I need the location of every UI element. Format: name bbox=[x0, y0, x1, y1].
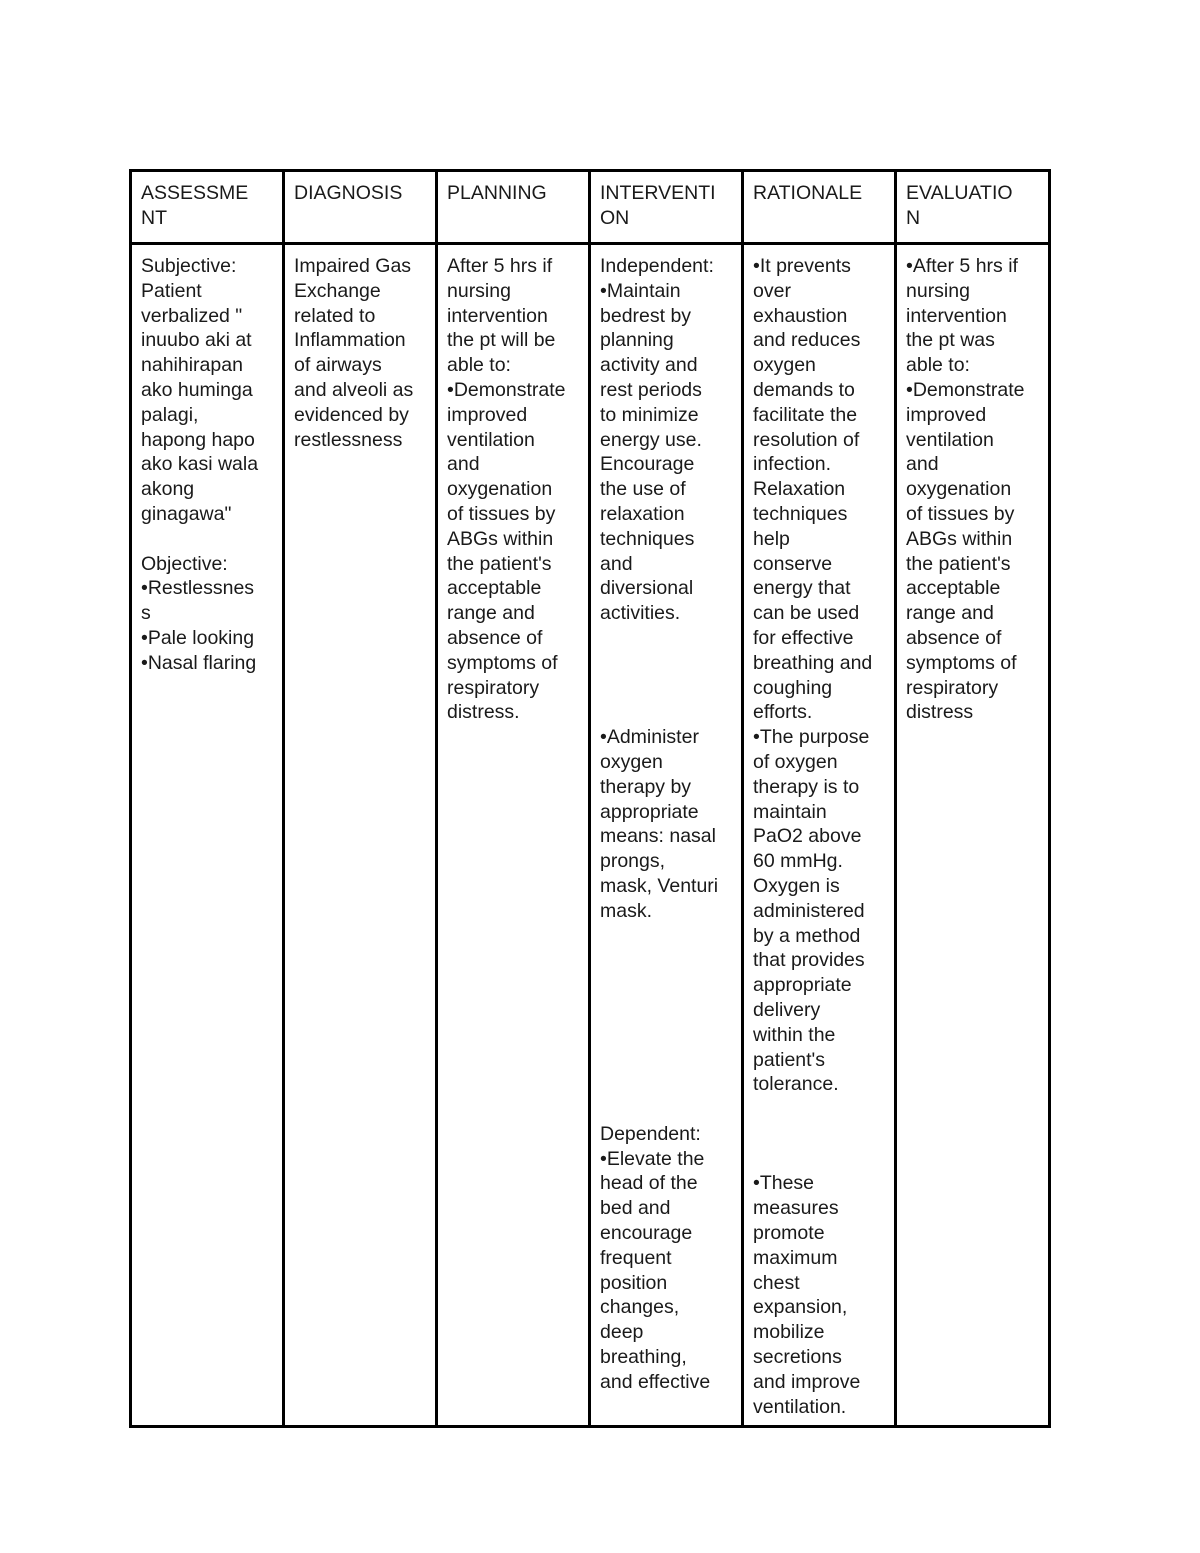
text-line: restlessness bbox=[294, 428, 403, 451]
text-line: mask, Venturi bbox=[600, 874, 719, 897]
header-intervention bbox=[590, 171, 743, 244]
text-line: intervention bbox=[906, 304, 1007, 327]
text-line: promote bbox=[753, 1222, 825, 1245]
text-line: within the bbox=[753, 1023, 836, 1046]
text-line: bedrest by bbox=[600, 304, 692, 327]
objective-block bbox=[141, 552, 274, 676]
text-line: nahihirapan bbox=[141, 354, 243, 377]
text-line: help bbox=[753, 527, 790, 550]
header-assessment-line: ASSESSME bbox=[141, 182, 249, 204]
text-line: range and bbox=[906, 602, 994, 625]
text-line: the pt was bbox=[906, 329, 995, 352]
text-line: techniques bbox=[753, 502, 848, 525]
assessment-cell bbox=[131, 244, 284, 1427]
text-line: mobilize bbox=[753, 1321, 825, 1344]
text-line: head of the bbox=[600, 1172, 698, 1195]
text-line: expansion, bbox=[753, 1296, 848, 1319]
rationale-position-block bbox=[753, 1171, 886, 1419]
header-rationale-line: RATIONALE bbox=[753, 182, 863, 204]
text-line: •It prevents bbox=[753, 255, 851, 277]
intervention-cell bbox=[590, 244, 743, 1427]
text-line: over bbox=[753, 279, 791, 302]
text-line: intervention bbox=[447, 304, 548, 327]
text-line: breathing, bbox=[600, 1346, 687, 1369]
text-line: •Maintain bbox=[600, 279, 681, 302]
text-line: nursing bbox=[447, 279, 511, 302]
header-diagnosis-line: DIAGNOSIS bbox=[294, 182, 403, 204]
text-line: oxygen bbox=[600, 750, 663, 773]
text-line: to minimize bbox=[600, 403, 699, 426]
header-rationale bbox=[743, 171, 896, 244]
text-line: s bbox=[141, 602, 151, 625]
header-planning-line: PLANNING bbox=[447, 182, 547, 204]
header-evaluation-line: EVALUATIO bbox=[906, 182, 1013, 204]
text-line: oxygen bbox=[753, 354, 816, 377]
diagnosis-block bbox=[294, 254, 427, 452]
text-line: nursing bbox=[906, 279, 970, 302]
text-line: •Administer bbox=[600, 726, 699, 749]
text-line: and bbox=[447, 453, 480, 476]
planning-block bbox=[447, 254, 580, 725]
text-line: •After 5 hrs if bbox=[906, 255, 1018, 277]
text-line: •These bbox=[753, 1172, 815, 1195]
text-line: conserve bbox=[753, 552, 833, 575]
text-line: the use of bbox=[600, 478, 686, 501]
nursing-care-plan-table bbox=[129, 169, 1051, 1428]
text-line: respiratory bbox=[906, 676, 999, 699]
text-line: ABGs within bbox=[906, 527, 1013, 550]
rationale-cell bbox=[743, 244, 896, 1427]
text-line: relaxation bbox=[600, 502, 685, 525]
text-line: Relaxation bbox=[753, 478, 846, 501]
text-line: planning bbox=[600, 329, 674, 352]
text-line: infection. bbox=[753, 453, 832, 476]
text-line: the patient's bbox=[447, 552, 552, 575]
text-line: Subjective: bbox=[141, 255, 237, 277]
text-line: appropriate bbox=[600, 800, 699, 823]
text-line: •Demonstrate bbox=[447, 378, 566, 401]
text-line: akong bbox=[141, 478, 195, 501]
text-line: and improve bbox=[753, 1370, 861, 1393]
text-line: Objective: bbox=[141, 552, 228, 575]
text-line: tolerance. bbox=[753, 1073, 839, 1096]
header-row bbox=[131, 171, 1050, 244]
text-line: therapy is to bbox=[753, 775, 860, 798]
text-line: of airways bbox=[294, 354, 382, 377]
text-line: position bbox=[600, 1271, 668, 1294]
text-line: oxygenation bbox=[447, 478, 553, 501]
evaluation-cell bbox=[896, 244, 1050, 1427]
text-line: exhaustion bbox=[753, 304, 848, 327]
header-intervention-line: INTERVENTI bbox=[600, 182, 716, 204]
text-line: demands to bbox=[753, 378, 855, 401]
text-line: means: nasal bbox=[600, 825, 716, 848]
evaluation-block bbox=[906, 254, 1040, 725]
text-line: delivery bbox=[753, 998, 821, 1021]
subjective-block bbox=[141, 254, 274, 527]
text-line: Encourage bbox=[600, 453, 695, 476]
text-line: ako huminga bbox=[141, 378, 253, 401]
text-line: •Nasal flaring bbox=[141, 651, 257, 674]
text-line: acceptable bbox=[906, 577, 1001, 600]
text-line: bed and bbox=[600, 1197, 671, 1220]
text-line: measures bbox=[753, 1197, 839, 1220]
text-line: ventilation bbox=[447, 428, 535, 451]
text-line: chest bbox=[753, 1271, 800, 1294]
text-line: breathing and bbox=[753, 651, 873, 674]
rationale-rest-block bbox=[753, 254, 886, 725]
text-line: maintain bbox=[753, 800, 827, 823]
text-line: appropriate bbox=[753, 974, 852, 997]
text-line: symptoms of bbox=[906, 651, 1017, 674]
text-line: and bbox=[906, 453, 939, 476]
dependent-intervention-block bbox=[600, 1122, 733, 1395]
text-line: by a method bbox=[753, 924, 861, 947]
text-line: •Demonstrate bbox=[906, 378, 1025, 401]
text-line: •Restlessnes bbox=[141, 577, 255, 600]
text-line: inuubo aki at bbox=[141, 329, 252, 352]
text-line: rest periods bbox=[600, 378, 702, 401]
text-line: changes, bbox=[600, 1296, 680, 1319]
text-line: energy that bbox=[753, 577, 851, 600]
text-line: Inflammation bbox=[294, 329, 406, 352]
text-line: maximum bbox=[753, 1246, 838, 1269]
text-line: and alveoli as bbox=[294, 378, 414, 401]
text-line: acceptable bbox=[447, 577, 542, 600]
text-line: ventilation bbox=[906, 428, 994, 451]
text-line: for effective bbox=[753, 626, 854, 649]
text-line: Patient bbox=[141, 279, 202, 302]
rationale-oxygen-block bbox=[753, 725, 886, 1097]
text-line: secretions bbox=[753, 1346, 842, 1369]
text-line: improved bbox=[447, 403, 528, 426]
text-line: palagi, bbox=[141, 403, 199, 426]
text-line: frequent bbox=[600, 1246, 672, 1269]
text-line: patient's bbox=[753, 1048, 826, 1071]
text-line: PaO2 above bbox=[753, 825, 862, 848]
text-line: prongs, bbox=[600, 850, 666, 873]
text-line: ABGs within bbox=[447, 527, 554, 550]
header-intervention-line: ON bbox=[600, 206, 630, 229]
header-assessment bbox=[131, 171, 284, 244]
text-line: Impaired Gas bbox=[294, 255, 412, 277]
text-line: therapy by bbox=[600, 775, 692, 798]
text-line: the patient's bbox=[906, 552, 1011, 575]
text-line: Exchange bbox=[294, 279, 381, 302]
text-line: absence of bbox=[906, 626, 1002, 649]
text-line: activity and bbox=[600, 354, 698, 377]
text-line: energy use. bbox=[600, 428, 702, 451]
text-line: related to bbox=[294, 304, 376, 327]
text-line: •Elevate the bbox=[600, 1147, 705, 1170]
header-assessment-line: NT bbox=[141, 206, 167, 229]
text-line: ventilation. bbox=[753, 1395, 847, 1418]
text-line: respiratory bbox=[447, 676, 540, 699]
text-line: 60 mmHg. bbox=[753, 850, 843, 873]
text-line: improved bbox=[906, 403, 987, 426]
text-line: range and bbox=[447, 602, 535, 625]
text-line: techniques bbox=[600, 527, 695, 550]
text-line: Independent: bbox=[600, 255, 714, 277]
text-line: verbalized " bbox=[141, 304, 243, 327]
text-line: oxygenation bbox=[906, 478, 1012, 501]
planning-cell bbox=[437, 244, 590, 1427]
text-line: symptoms of bbox=[447, 651, 558, 674]
header-evaluation bbox=[896, 171, 1050, 244]
header-evaluation-line: N bbox=[906, 206, 921, 229]
text-line: After 5 hrs if bbox=[447, 255, 553, 277]
text-line: and bbox=[600, 552, 633, 575]
content-row bbox=[131, 244, 1050, 1427]
header-diagnosis bbox=[284, 171, 437, 244]
text-line: of tissues by bbox=[447, 502, 556, 525]
text-line: Oxygen is bbox=[753, 874, 840, 897]
text-line: encourage bbox=[600, 1222, 693, 1245]
oxygen-intervention-block bbox=[600, 725, 733, 923]
text-line: Dependent: bbox=[600, 1122, 701, 1145]
text-line: can be used bbox=[753, 602, 860, 625]
text-line: •Pale looking bbox=[141, 626, 255, 649]
diagnosis-cell bbox=[284, 244, 437, 1427]
header-planning bbox=[437, 171, 590, 244]
text-line: administered bbox=[753, 899, 865, 922]
text-line: and reduces bbox=[753, 329, 861, 352]
text-line: ginagawa" bbox=[141, 502, 232, 525]
text-line: resolution of bbox=[753, 428, 860, 451]
text-line: diversional bbox=[600, 577, 694, 600]
text-line: efforts. bbox=[753, 701, 813, 724]
independent-intervention-block bbox=[600, 254, 733, 626]
text-line: and effective bbox=[600, 1370, 711, 1393]
text-line: deep bbox=[600, 1321, 644, 1344]
text-line: the pt will be bbox=[447, 329, 556, 352]
text-line: of tissues by bbox=[906, 502, 1015, 525]
text-line: hapong hapo bbox=[141, 428, 255, 451]
text-line: distress. bbox=[447, 701, 520, 724]
text-line: •The purpose bbox=[753, 726, 870, 749]
text-line: activities. bbox=[600, 602, 681, 625]
text-line: ako kasi wala bbox=[141, 453, 259, 476]
text-line: able to: bbox=[447, 354, 511, 377]
text-line: distress bbox=[906, 701, 974, 724]
text-line: facilitate the bbox=[753, 403, 858, 426]
text-line: of oxygen bbox=[753, 750, 838, 773]
text-line: absence of bbox=[447, 626, 543, 649]
text-line: coughing bbox=[753, 676, 833, 699]
text-line: mask. bbox=[600, 899, 653, 922]
text-line: evidenced by bbox=[294, 403, 409, 426]
text-line: that provides bbox=[753, 949, 865, 972]
text-line: able to: bbox=[906, 354, 970, 377]
